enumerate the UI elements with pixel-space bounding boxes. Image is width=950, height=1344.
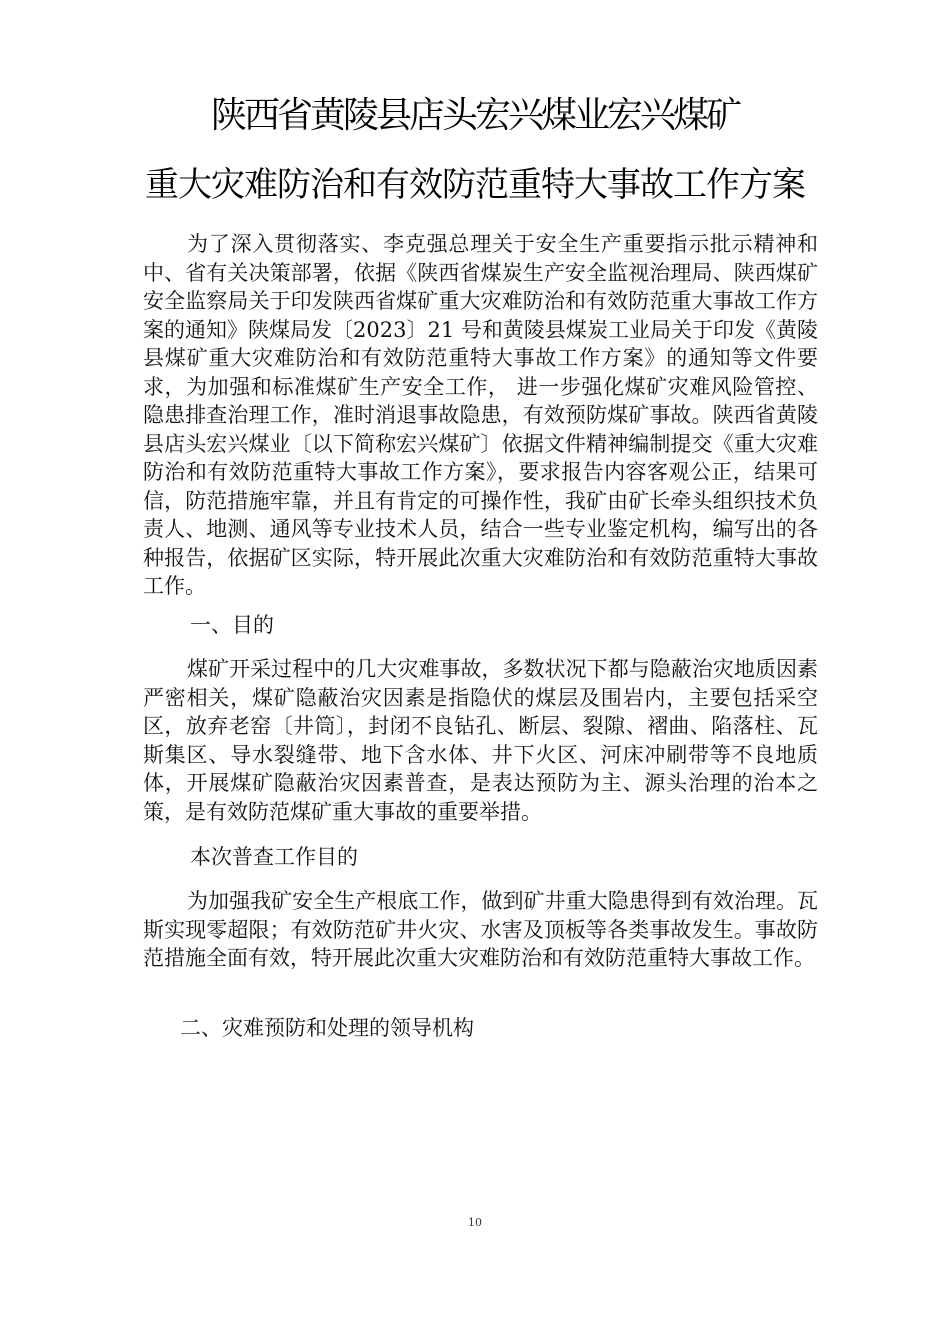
document-title-line-1: 陕西省黄陵县店头宏兴煤业宏兴煤矿 [210,95,739,136]
purpose-subheading: 本次普查工作目的 [190,845,358,869]
intro-paragraph: 为了深入贯彻落实、李克强总理关于安全生产重要指示批示精神和中、省有关决策部署，依据《陕西省煤炭生产安全监视治理局、陕西煤矿安全监察局关于印发陕西省煤矿重大灾难防治和有效防范重大事故工作方案的通知》陕煤局发〔2023〕21 号和黄陵县煤炭工业局关于印发《黄陵县煤矿重大灾难防治和有效防范重特大事故工作方案》的通知等文件要求，为加强和标准煤矿生产安全工作， 进一步强化煤矿灾难风险管控、隐患排查治理工作，准时消退事故隐患，有效预防煤矿事故。陕西省黄陵县店头宏兴煤业〔以下简称宏兴煤矿〕依据文件精神编制提交《重大灾难防治和有效防范重特大事故工作方案》，要求报告内容客观公正，结果可信，防范措施牢靠，并且有肯定的可操作性，我矿由矿长牵头组织技术负责人、地测、通风等专业技术人员，结合一些专业鉴定机构，编写出的各种报告，依据矿区实际，特开展此次重大灾难防治和有效防范重特大事故工作。 [143,232,818,598]
section-1-paragraph: 煤矿开采过程中的几大灾难事故，多数状况下都与隐蔽治灾地质因素严密相关，煤矿隐蔽治灾因素是指隐伏的煤层及围岩内，主要包括采空区，放弃老窑〔井筒〕，封闭不良钻孔、断层、裂隙、褶曲、陷落柱、瓦斯集区、导水裂缝带、地下含水体、井下火区、河床冲刷带等不良地质体，开展煤矿隐蔽治灾因素普查，是表达预防为主、源头治理的治本之策，是有效防范煤矿重大事故的重要举措。 [143,657,818,824]
section-1-heading: 一、目的 [190,613,274,637]
purpose-paragraph: 为加强我矿安全生产根底工作，做到矿井重大隐患得到有效治理。瓦斯实现零超限；有效防范矿井火灾、水害及顶板等各类事故发生。事故防范措施全面有效，特开展此次重大灾难防治和有效防范重特大事故工作。 [143,889,818,970]
section-2-heading: 二、灾难预防和处理的领导机构 [180,1016,474,1040]
document-title-line-2: 重大灾难防治和有效防范重特大事故工作方案 [145,165,805,205]
page-number: 10 [468,1216,482,1229]
